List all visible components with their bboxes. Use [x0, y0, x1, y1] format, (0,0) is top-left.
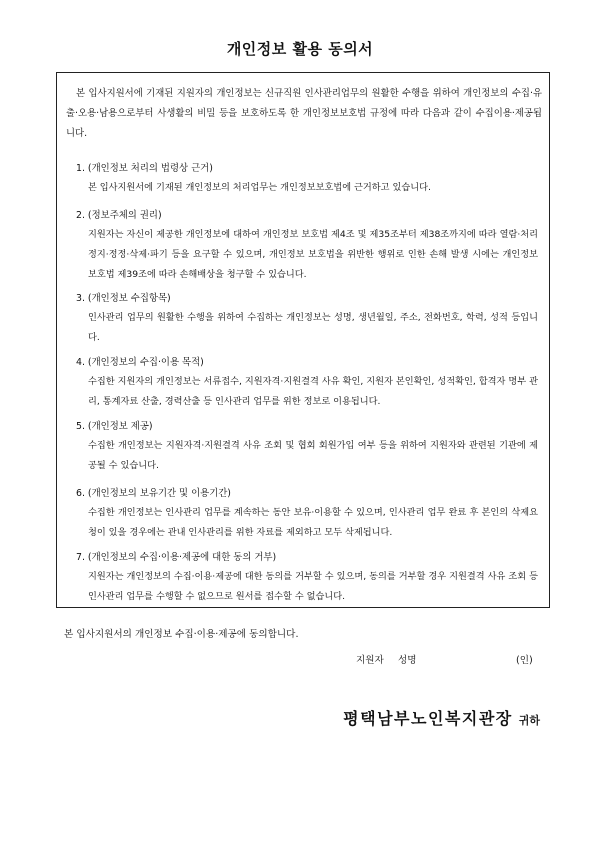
section-body: 지원자는 자신이 제공한 개인정보에 대하여 개인정보 보호법 제4조 및 제35조부터 제38조까지에 따라 열람·처리정지·정정·삭제·파기 등을 요구할 수 있으며, 개인정보 보호법을 위반한 행위로 인한 손해 발생 시에는 개인정보 보호법 제39조에 따라 손해배상을 청구할 수 있습니다. [88, 229, 538, 280]
section-collected-items [76, 290, 538, 348]
section-body: 수집한 개인정보는 지원자격·지원결격 사유 조회 및 협회 회원가입 여부 등을 위하여 지원자와 관련된 기관에 제공될 수 있습니다. [88, 440, 538, 471]
section-body: 지원자는 개인정보의 수집·이용·제공에 대한 동의를 거부할 수 있으며, 동의를 거부할 경우 지원결격 사유 조회 등 인사관리 업무를 수행할 수 없으므로 원서를 접수할 수 없습니다. [88, 571, 538, 602]
section-body: 수집한 지원자의 개인정보는 서류접수, 지원자격·지원결격 사유 확인, 지원자 본인확인, 성적확인, 합격자 명부 관리, 통계자료 산출, 경력산출 등 인사관리 업무를 위한 정보로 이용됩니다. [88, 376, 538, 407]
section-heading: 5. (개인정보 제공) [76, 421, 153, 432]
section-provision [76, 418, 538, 476]
section-body: 수집한 개인정보는 인사관리 업무를 계속하는 동안 보유·이용할 수 있으며, 인사관리 업무 완료 후 본인의 삭제요청이 있을 경우에는 관내 인사관리를 위한 자료를 제외하고 모두 삭제됩니다. [88, 507, 538, 538]
section-heading: 4. (개인정보의 수집·이용 목적) [76, 357, 204, 368]
organization-name: 평택남부노인복지관장 [343, 709, 513, 728]
section-body: 본 입사지원서에 기재된 개인정보의 처리업무는 개인정보보호법에 근거하고 있습니다. [88, 182, 431, 193]
name-label: 성명 [398, 655, 417, 666]
honorific-suffix: 귀하 [518, 714, 540, 727]
section-subject-rights [76, 207, 538, 285]
section-heading: 2. (정보주체의 권리) [76, 210, 162, 221]
section-heading: 1. (개인정보 처리의 법령상 근거) [76, 163, 213, 174]
addressee-line [0, 706, 540, 729]
section-heading: 3. (개인정보 수집항목) [76, 293, 171, 304]
intro-paragraph: 본 입사지원서에 기재된 지원자의 개인정보는 신규직원 인사관리업무의 원활한 수행을 위하여 개인정보의 수집·유출·오용·남용으로부터 사생활의 비밀 등을 보호하도록 한 개인정보보호법 규정에 따라 다음과 같이 수집이용·제공됩니다. [66, 88, 542, 139]
section-heading: 6. (개인정보의 보유기간 및 이용기간) [76, 488, 231, 499]
section-purpose [76, 354, 538, 412]
section-legal-basis [76, 160, 538, 198]
seal-mark: (인) [516, 655, 533, 666]
section-body: 인사관리 업무의 원활한 수행을 위하여 수집하는 개인정보는 성명, 생년월일, 주소, 전화번호, 학력, 성적 등입니다. [88, 312, 538, 343]
section-retention [76, 485, 538, 543]
document-title: 개인정보 활용 동의서 [226, 40, 374, 58]
section-heading: 7. (개인정보의 수집·이용·제공에 대한 동의 거부) [76, 552, 277, 563]
applicant-label: 지원자 [356, 655, 384, 666]
section-refusal [76, 549, 538, 607]
consent-statement: 본 입사지원서의 개인정보 수집·이용·제공에 동의합니다. [64, 629, 299, 640]
